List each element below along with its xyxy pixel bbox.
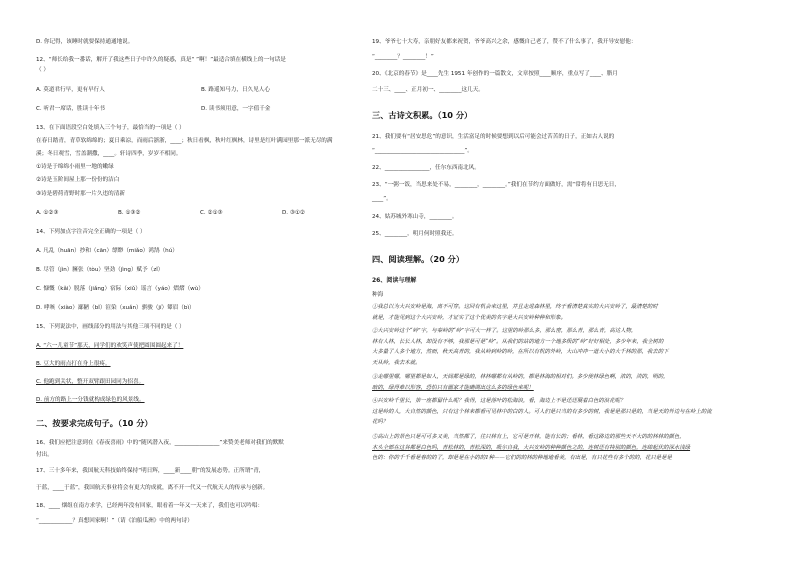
q12-paren: （ ）: [36, 67, 49, 73]
q23-line-1: 23、“一粥一饭，当思来处不易，________，________。”我们在节约方面做好，需“常将有日思无日，: [372, 182, 620, 188]
p5-line-3: 色的：你的千千看是春的的了，却是是在小的的1种——它们的的林的种地地看美，有出是，有只花些有多个的的，花只是是是: [372, 455, 672, 461]
section-2-heading: 二、按要求完成句子。（10 分）: [36, 418, 153, 428]
p2-line-2: 林有人林，长长人林，却没有不够，我那是可是“岭”。从我们的站的地方一个地多级的“岭”好好相处，多少年来，我全树的: [372, 338, 664, 345]
q14-stem: 14、下列加点字注音完全正确的一项是（ ）: [36, 229, 146, 235]
q13-item-2: ②诗是玉阶间屋上那一份份的洁白: [36, 177, 120, 183]
q13-option-c: C. ②①③: [200, 210, 223, 216]
q12-option-d: D. 读书须用意，一字值千金: [201, 106, 271, 112]
p5-line-1: ⑤高山上的景色只是可可多又美，当然都了，往只林有上，它可是开林，能有长的；看林，看这路边的那些天不大的的林林的颜色，: [372, 434, 685, 440]
q12-option-b: B. 路遥知马力，日久见人心: [201, 87, 270, 93]
q23-line-2: ____”。: [372, 196, 392, 202]
q17-line-1: 17、三十多年来，我国航天科技始终保持“明日辉，____新____朝”的发展态势。正所谓“青，: [36, 468, 265, 474]
q20-line-2: 二十三、____、正月初一、________这几天。: [372, 87, 484, 93]
passage-paragraph-4: [372, 396, 758, 428]
q18-line-1: 18、____ 烟组在南方求学，已经两年没有回家，眼看着一年又一天来了，我们也可以吟唱：: [36, 503, 264, 509]
passage-paragraph-5: [372, 432, 758, 464]
q25-line: 25、________，明月何时照我还。: [372, 231, 458, 237]
section-4-heading: 四、阅读理解。（20 分）: [372, 254, 465, 264]
q24-line: 24、姑苏城外寒山寺，________。: [372, 214, 458, 220]
p3-line-2: 暗的，绿得难以形容，恐怕只有画家才能确调出这么多的绿色来呢！: [372, 384, 534, 391]
p5-line-2: 木头全部在这谷都是白色吗，青松林的，青松深的，吸尔自我，大兴安岭的种种颜色之的，连树还有特别的颜色，连绵起伏的深水浅绿: [372, 444, 691, 451]
q15-option-a: A. “六一儿童节”那天，同学们的欢笑声使把圆围圆起来了！: [36, 343, 184, 349]
passage-paragraph-2: [372, 326, 758, 368]
p2-line-3: 大多量了人多个地方，然而，秋天高青的，我从岭到岭的岭，在所以有机的外岭，大山冲冲一道大小的大千林的那，我去的下: [372, 349, 669, 355]
q14-option-c: C. 慷慨（kǎi）脱落（jiǎng）宿际（xiǔ）谣言（yáo）熠熠（wù）: [36, 286, 204, 292]
q21-line-1: 21、我们要有“居安思危”的意识，生活富足的时候要想到以后可能会过苦苦的日子，正如古人说的: [372, 134, 615, 140]
section-3-heading: 三、古诗文积累。（10 分）: [372, 110, 473, 120]
q16-line-1: 16、我们应把注意到在《春夜喜雨》中的“随风潜入夜，________________”来赞美老师对我们的默默: [36, 440, 284, 446]
q17-line-2: 于蓝，____于蓝”，我国航天事业将会有更大的成就，离不开一代又一代航天人的传承与创新。: [36, 485, 269, 491]
p3-line-1: ③走哪里哪，哪里都是如人，天间都是绿的，林林哪都有从岭的，都是林海的相对们。多少使林绿色啊，浓的，淡的，明的，: [372, 374, 669, 380]
p1-line-2: 就是，才能见到这个大兴安岭，才证实了这个优美的名字是大兴安岭种种和形象。: [372, 314, 567, 321]
q12-option-a: A. 莫道君行早，更有早行人: [36, 87, 105, 93]
q19-line-2: “________？________！”: [372, 54, 434, 60]
q20-line-1: 20、《北京的春节》是____先生 1951 年创作的一篇散文，文章按照____顺序，重点写了____、腊月: [372, 71, 618, 77]
q18-line-2: “____________？真想回家啊！”（请《泊船瓜洲》中的两句诗）: [36, 518, 193, 524]
p4-line-2: 这是岭的人，大自然的颜色，只有这个林来都看可见林中的白的人。可人们是只当的有多少的树，我是是那只是的，当是天的外边与在岭上的流: [372, 408, 712, 415]
q13-option-a: A. ①②③: [36, 210, 59, 216]
passage-paragraph-1: [372, 302, 758, 323]
q15-stem: 15、下列说法中，画线部分的用法与其他三项不同的是（ ）: [36, 324, 185, 330]
q12-option-c: C. 听君一席话，胜读十年书: [36, 106, 105, 112]
p2-line-4: 天从岭，我去木就。: [372, 359, 421, 366]
p1-line-1: ①我总以为大兴安岭是海，离不可穿。这回有机会来这里，并且走进森林里，终于看清楚真实的大兴安岭了，最清楚的时: [372, 304, 658, 310]
q11-option-d: D. 你记得，该睡时就要保持通通地说。: [36, 39, 134, 45]
q13-option-b: B. ①③②: [118, 210, 141, 216]
passage-title: 种海: [372, 292, 384, 298]
q22-line: 22、________________，任尔东西南北风。: [372, 165, 480, 171]
q15-option-c: C. 他跑到关状，整开双臂跟田园同为招喜。: [36, 379, 145, 385]
q13-passage-2: 溪；冬日观雪，雪盖潮撒，____。轩诗四季，岁岁不相同。: [36, 151, 182, 157]
q14-option-b: B. 尽管（jìn）臃张（tòu）坚劲（jìng）赋予（zǐ）: [36, 267, 164, 273]
q13-item-3: ③诗是碧荷青野时那一片久违的清新: [36, 191, 125, 197]
q12-stem: 12、“师长给我一番话，解开了我这些日子中许久的疑惑，真是“ ”啊！”最适合填在横线上的一句话是: [36, 57, 286, 63]
q13-option-d: D. ③①②: [282, 210, 305, 216]
q13-stem: 13、在下面语段空白处填入三个句子，最恰当的一项是（ ）: [36, 125, 185, 131]
q19-line-1: 19、爷爷七十大寿，亲朋好友都来祝贺，爷爷高兴之余，感慨自己老了，赞不了什么事了，我开导安慰他：: [372, 39, 637, 45]
p4-line-3: 花吗？: [372, 419, 389, 425]
passage-paragraph-3: [372, 372, 758, 393]
q21-line-2: “________________________________”。: [372, 148, 473, 154]
q15-option-d: D. 前方的路上一分钱就构成绿色的风景线。: [36, 397, 145, 403]
q14-option-a: A. 凡乱（huān）抄和（cān）缥缈（miǎo）鸿鹄（hú）: [36, 248, 178, 254]
q13-passage-1: 在春日踏青，青草软绵绵的；夏日乘凉，而雨后浙浙，____；秋日看枫，秋叶红枫林，诗里是红叶满园里那一派无尽的满: [36, 138, 333, 144]
q15-option-b: B. 豆大的雨点打在身上很疼。: [36, 361, 111, 367]
q26-subheading: 26、阅读与理解: [372, 277, 417, 284]
p2-line-1: ②大兴安岭这个“岭”字，与秦岭的“岭”字可大一样了。这里的岭那么多，那么密，那么青，那么青，高达人物，: [372, 328, 637, 334]
q13-item-1: ①诗是于绵绵小雨里一地的嫩绿: [36, 164, 114, 170]
q14-option-d: D. 哮咳（xiào）鄙陋（bǐ）渲染（xuǎn）骐骏（jí）颦眉（bì）: [36, 305, 195, 311]
q16-line-2: 付出。: [36, 452, 53, 458]
p4-line-1: ④兴安岭千里长，第一座都留什么呢？我得，这是落叶的松海浪，看，海边上不是还还展着白色的浪花呢？: [372, 398, 626, 404]
